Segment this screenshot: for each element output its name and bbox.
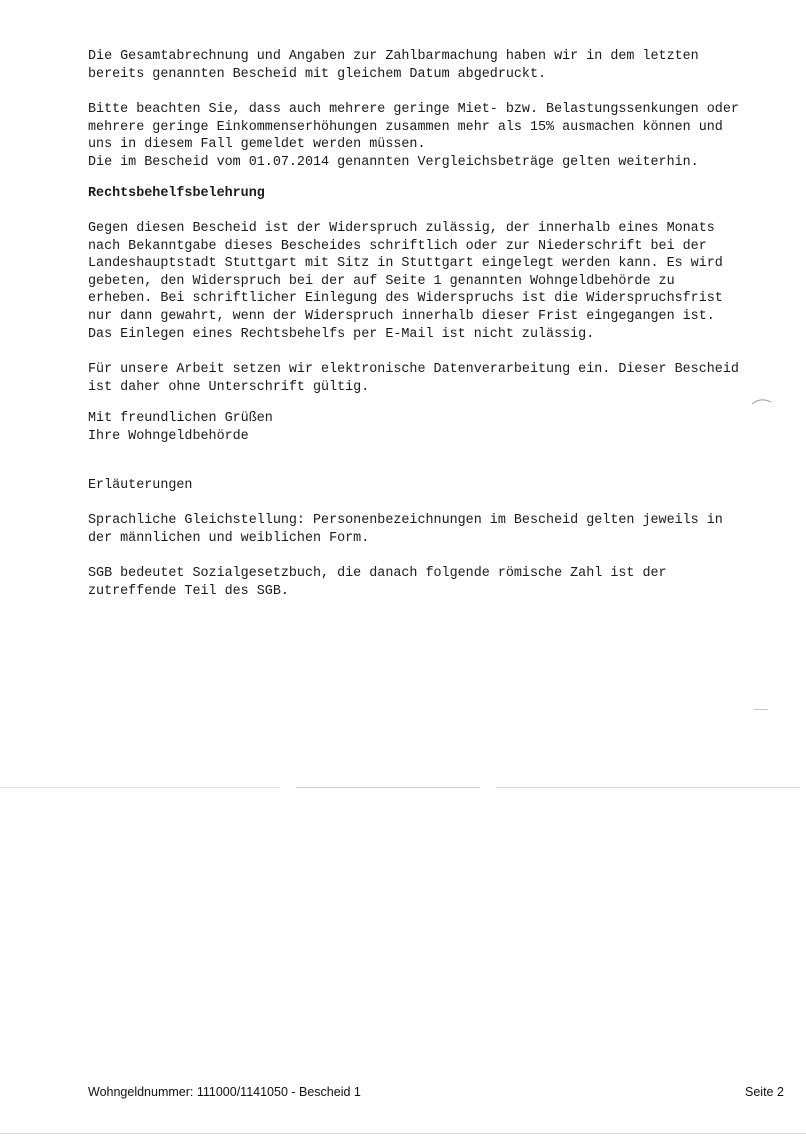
heading-erlaeuterungen (88, 477, 778, 495)
heading-rechtsbehelfsbelehrung (88, 185, 778, 203)
footer-reference: Wohngeldnummer: 111000/1141050 - Bescheid 1 (88, 1085, 361, 1099)
text-line: Mit freundlichen Grüßen (88, 411, 273, 426)
text-line: Ihre Wohngeldbehörde (88, 428, 249, 444)
text-line: Landeshauptstadt Stuttgart mit Sitz in Stuttgart eingelegt werden kann. Es wird (88, 256, 723, 272)
paragraph-zahlbarmachung (88, 48, 778, 83)
text-line: nach Bekanntgabe dieses Bescheides schriftlich oder zur Niederschrift bei der (88, 238, 707, 254)
heading-text: Rechtsbehelfsbelehrung (88, 186, 265, 201)
text-line: SGB bedeutet Sozialgesetzbuch, die danach folgende römische Zahl ist der (88, 566, 667, 581)
heading-text: Erläuterungen (88, 478, 193, 493)
text-line: mehrere geringe Einkommenserhöhungen zusammen mehr als 15% ausmachen können und (88, 119, 723, 135)
text-line: Sprachliche Gleichstellung: Personenbezeichnungen im Bescheid gelten jeweils in (88, 513, 723, 528)
text-line: uns in diesem Fall gemeldet werden müssen. (88, 137, 426, 153)
paragraph-meldepflicht (88, 101, 778, 171)
scan-artifact-dash (754, 709, 768, 710)
text-line: nur dann gewahrt, wenn der Widerspruch innerhalb dieser Frist eingegangen ist. (88, 308, 715, 324)
text-line: bereits genannten Bescheid mit gleichem Datum abgedruckt. (88, 66, 547, 82)
text-line: Das Einlegen eines Rechtsbehelfs per E-Mail ist nicht zulässig. (88, 326, 595, 342)
text-line: ist daher ohne Unterschrift gültig. (88, 379, 370, 395)
scan-artifact-fold-line (0, 787, 800, 788)
text-line: gebeten, den Widerspruch bei der auf Seite 1 genannten Wohngeldbehörde zu (88, 273, 675, 289)
scan-artifact-bottom-edge (0, 1133, 806, 1134)
paragraph-datenverarbeitung (88, 361, 778, 396)
text-line: Bitte beachten Sie, dass auch mehrere geringe Miet- bzw. Belastungssenkungen oder (88, 102, 739, 117)
text-line: der männlichen und weiblichen Form. (88, 530, 370, 546)
paragraph-sgb (88, 565, 778, 600)
footer-page-number: Seite 2 (745, 1085, 784, 1099)
text-line: erheben. Bei schriftlicher Einlegung des Widerspruchs ist die Widerspruchsfrist (88, 291, 723, 307)
text-line: Die Gesamtabrechnung und Angaben zur Zahlbarmachung haben wir in dem letzten (88, 49, 699, 64)
text-line: Für unsere Arbeit setzen wir elektronische Datenverarbeitung ein. Dieser Bescheid (88, 362, 739, 377)
text-line: Die im Bescheid vom 01.07.2014 genannten Vergleichsbeträge gelten weiterhin. (88, 154, 699, 170)
closing-greeting (88, 410, 778, 445)
text-line: zutreffende Teil des SGB. (88, 583, 289, 599)
scan-artifact-arc (750, 396, 774, 406)
paragraph-gleichstellung (88, 512, 778, 547)
text-line: Gegen diesen Bescheid ist der Widerspruch zulässig, der innerhalb eines Monats (88, 221, 715, 236)
paragraph-widerspruch (88, 220, 778, 343)
